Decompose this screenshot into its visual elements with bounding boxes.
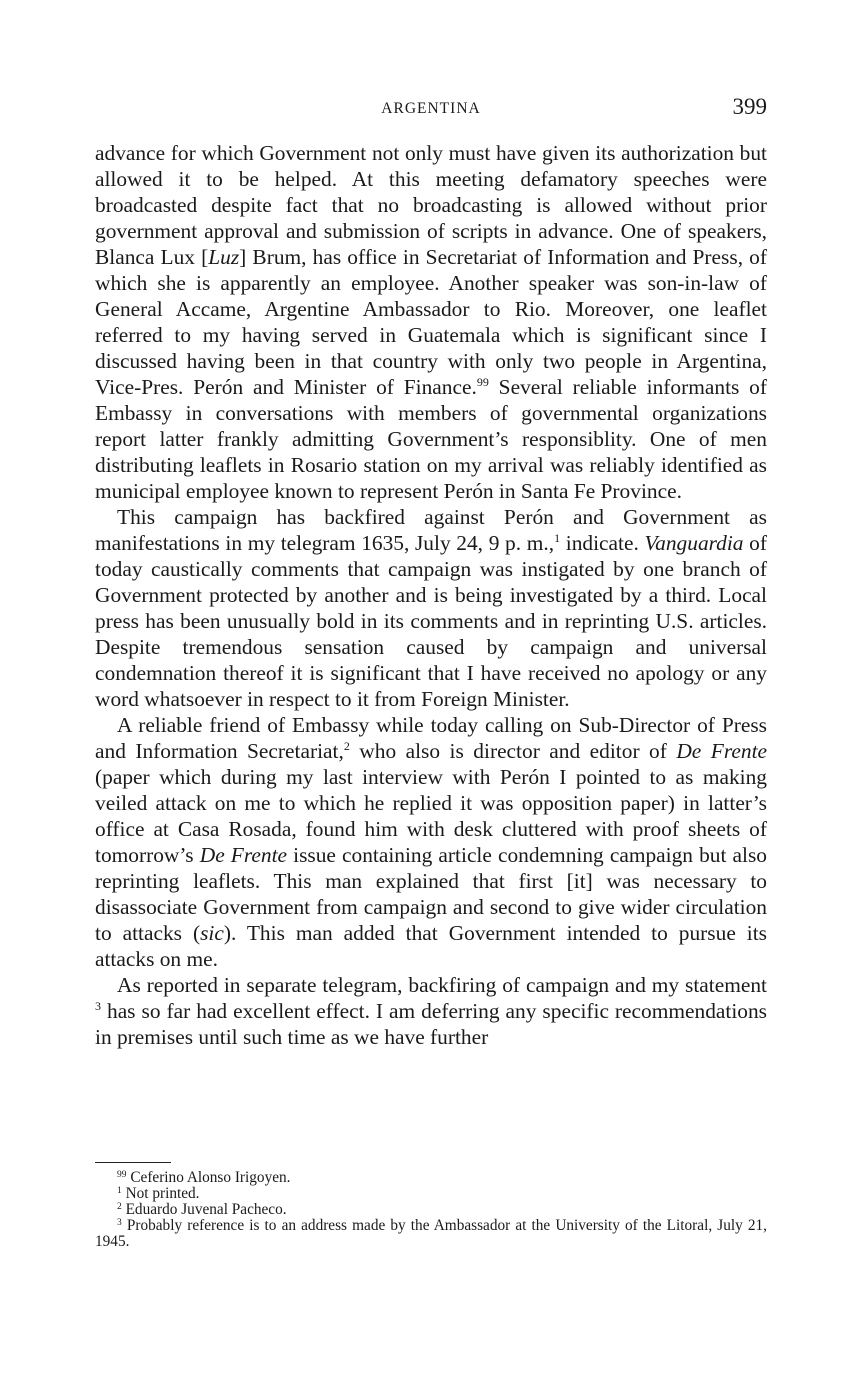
footnote-marker: 2 xyxy=(117,1202,122,1212)
italic-text: sic xyxy=(200,921,224,945)
text-run: As reported in separate telegram, backfiring of campaign and my statement xyxy=(117,973,767,997)
footnote-marker: 99 xyxy=(117,1170,127,1180)
footnotes xyxy=(95,1170,767,1250)
paragraph xyxy=(95,712,767,972)
paragraph xyxy=(95,140,767,504)
italic-text: Luz xyxy=(208,245,240,269)
text-run: indicate. xyxy=(560,531,645,555)
footnote xyxy=(95,1218,767,1250)
footnote-divider xyxy=(95,1162,171,1163)
footnote-reference: 3 xyxy=(95,999,101,1013)
footnote-text: Eduardo Juvenal Pacheco. xyxy=(121,1201,287,1218)
footnote-reference: 1 xyxy=(554,531,561,545)
text-run: ). This man added that Government intended to pursue its attacks on me. xyxy=(95,921,767,971)
footnote xyxy=(95,1170,767,1186)
text-run: This campaign has backfired against Perón and Government as manifestations in my telegram 1635, July 24, 9 p. m., xyxy=(95,505,767,555)
running-head: ARGENTINA xyxy=(381,100,481,117)
italic-text: De Frente xyxy=(676,739,768,763)
paragraph xyxy=(95,972,767,1050)
footnote-reference: 2 xyxy=(343,739,350,753)
footnote-text: Not printed. xyxy=(121,1185,200,1202)
text-run: of today caustically comments that campaign was instigated by one branch of Government protected by another and is being investigated by a third. Local press has been unusually bold in its comments and in reprinting U.S. articles. Despite tremendous sensation caused by campaign and universal condemnation thereof it is significant that I have received no apology or any word whatsoever in respect to it from Foreign Minister. xyxy=(95,531,767,711)
text-run: Several reliable informants of Embassy in conversations with members of governmental organizations report latter frankly admitting Government’s responsiblity. One of men distributing leaflets in Rosario station on my arrival was reliably identified as municipal employee known to represent Perón in Santa Fe Province. xyxy=(95,375,768,503)
footnote xyxy=(95,1186,767,1202)
italic-text: De Frente xyxy=(199,843,288,867)
footnote xyxy=(95,1202,767,1218)
text-run: ] Brum, has office in Secretariat of Information and Press, of which she is apparently an employee. Another speaker was son-in-law of General Accame, Argentine Ambassador to Rio. Moreover, one leaflet referred to my having served in Guatemala which is significant since I discussed having been in that country with only two people in Argentina, Vice-Pres. Perón and Minister of Finance. xyxy=(95,245,767,399)
paragraph xyxy=(95,504,767,712)
text-run: issue containing article condemning campaign but also reprinting leaflets. This man explained that first [it] was necessary to disassociate Government from campaign and second to give wider circulation to attacks ( xyxy=(95,843,767,945)
text-run: has so far had excellent effect. I am deferring any specific recommendations in premises until such time as we have further xyxy=(95,999,767,1049)
page-header xyxy=(95,94,767,124)
footnote-marker: 1 xyxy=(117,1186,122,1196)
body-text xyxy=(95,140,767,1050)
footnote-reference: 99 xyxy=(476,375,489,389)
page-number: 399 xyxy=(732,94,767,119)
footnote-text: Probably reference is to an address made by the Ambassador at the University of the Litoral, July 21, 1945. xyxy=(95,1217,767,1250)
footnote-text: Ceferino Alonso Irigoyen. xyxy=(126,1169,291,1186)
text-run: who also is director and editor of xyxy=(349,739,677,763)
text-run: (paper which during my last interview with Perón I pointed to as making veiled attack on me to which he replied it was opposition paper) in latter’s office at Casa Rosada, found him with desk cluttered with proof sheets of tomorrow’s xyxy=(95,765,767,867)
text-run: A reliable friend of Embassy while today calling on Sub-Director of Press and Information Secretariat, xyxy=(95,713,767,763)
footnote-marker: 3 xyxy=(117,1218,122,1228)
text-run: advance for which Government not only must have given its authorization but allowed it to be helped. At this meeting defamatory speeches were broadcasted despite fact that no broadcasting is allowed without prior government approval and submission of scripts in advance. One of speakers, Blanca Lux [ xyxy=(95,141,767,269)
italic-text: Vanguardia xyxy=(644,531,744,555)
